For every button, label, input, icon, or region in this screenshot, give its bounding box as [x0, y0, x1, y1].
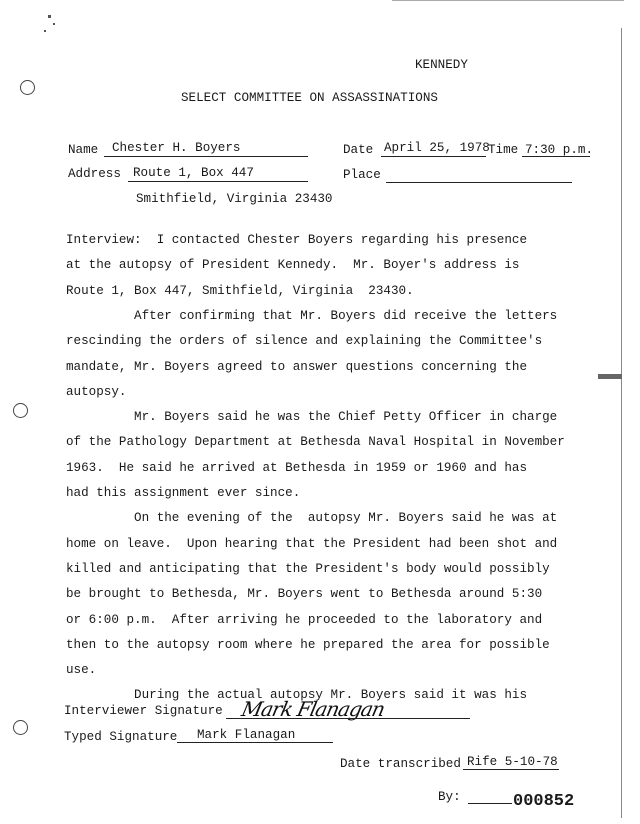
address-line2: Smithfield, Virginia 23430: [136, 192, 333, 206]
body-line: 1963. He said he arrived at Bethesda in 1959 or 1960 and has: [66, 460, 528, 475]
date-label: Date: [343, 143, 374, 157]
time-underline: [522, 156, 590, 157]
name-underline: [104, 156, 308, 157]
typed-signature-value: Mark Flanagan: [197, 728, 296, 742]
date-transcribed-value: Rife 5-10-78: [467, 755, 558, 769]
body-line: use.: [66, 663, 97, 678]
address-line1-underline: [128, 181, 308, 182]
body-line: mandate, Mr. Boyers agreed to answer questions concerning the: [66, 359, 528, 374]
date-transcribed-underline: [463, 769, 559, 770]
name-value: Chester H. Boyers: [112, 141, 241, 155]
document-title: SELECT COMMITTEE ON ASSASSINATIONS: [181, 91, 438, 105]
body-line: After confirming that Mr. Boyers did receive the letters: [66, 308, 558, 323]
by-underline: [468, 803, 512, 804]
document-number: 000852: [513, 792, 575, 811]
address-line1: Route 1, Box 447: [133, 166, 254, 180]
body-line: had this assignment ever since.: [66, 486, 301, 500]
corner-speck-1: [48, 15, 51, 18]
body-line: killed and anticipating that the President's body would possibly: [66, 561, 550, 576]
body-line: On the evening of the autopsy Mr. Boyers said he was at: [66, 511, 558, 526]
place-label: Place: [343, 168, 381, 182]
corner-speck-2: [53, 23, 55, 25]
typed-signature-underline: [177, 742, 333, 743]
document-tag: KENNEDY: [415, 58, 468, 72]
body-line: During the actual autopsy Mr. Boyers said it was his: [66, 688, 528, 703]
address-label: Address: [68, 167, 121, 181]
body-line: rescinding the orders of silence and explaining the Committee's: [66, 334, 543, 349]
edge-smudge-mark: [598, 374, 622, 379]
date-transcribed-label: Date transcribed: [340, 757, 461, 771]
by-label: By:: [438, 790, 461, 804]
typed-signature-label: Typed Signature: [64, 730, 178, 744]
interviewer-signature-handwriting: Mark Flanagan: [239, 697, 387, 721]
time-value: 7:30 p.m.: [525, 143, 594, 157]
date-underline: [381, 156, 486, 157]
body-line: be brought to Bethesda, Mr. Boyers went to Bethesda around 5:30: [66, 587, 543, 602]
punch-hole-middle: [13, 403, 28, 418]
top-page-edge: [392, 0, 624, 1]
body-line: Route 1, Box 447, Smithfield, Virginia 23430.: [66, 283, 414, 298]
body-line: of the Pathology Department at Bethesda Naval Hospital in November: [66, 435, 565, 450]
body-line: home on leave. Upon hearing that the President had been shot and: [66, 536, 558, 551]
body-line: Interview: I contacted Chester Boyers regarding his presence: [66, 233, 528, 247]
body-line: Mr. Boyers said he was the Chief Petty Officer in charge: [66, 410, 558, 425]
punch-hole-bottom: [13, 720, 28, 735]
interviewer-signature-label: Interviewer Signature: [64, 704, 223, 718]
body-line: or 6:00 p.m. After arriving he proceeded to the laboratory and: [66, 612, 543, 627]
name-label: Name: [68, 143, 99, 157]
date-value: April 25, 1978: [384, 141, 490, 155]
punch-hole-top: [20, 80, 35, 95]
body-line: autopsy.: [66, 384, 127, 399]
place-underline: [386, 182, 572, 183]
body-line: at the autopsy of President Kennedy. Mr. Boyer's address is: [66, 258, 520, 273]
time-label: Time: [488, 143, 519, 157]
corner-speck-3: [44, 30, 46, 32]
right-page-edge: [621, 28, 622, 818]
body-line: then to the autopsy room where he prepared the area for possible: [66, 637, 550, 652]
interviewer-signature-underline: [226, 718, 470, 719]
